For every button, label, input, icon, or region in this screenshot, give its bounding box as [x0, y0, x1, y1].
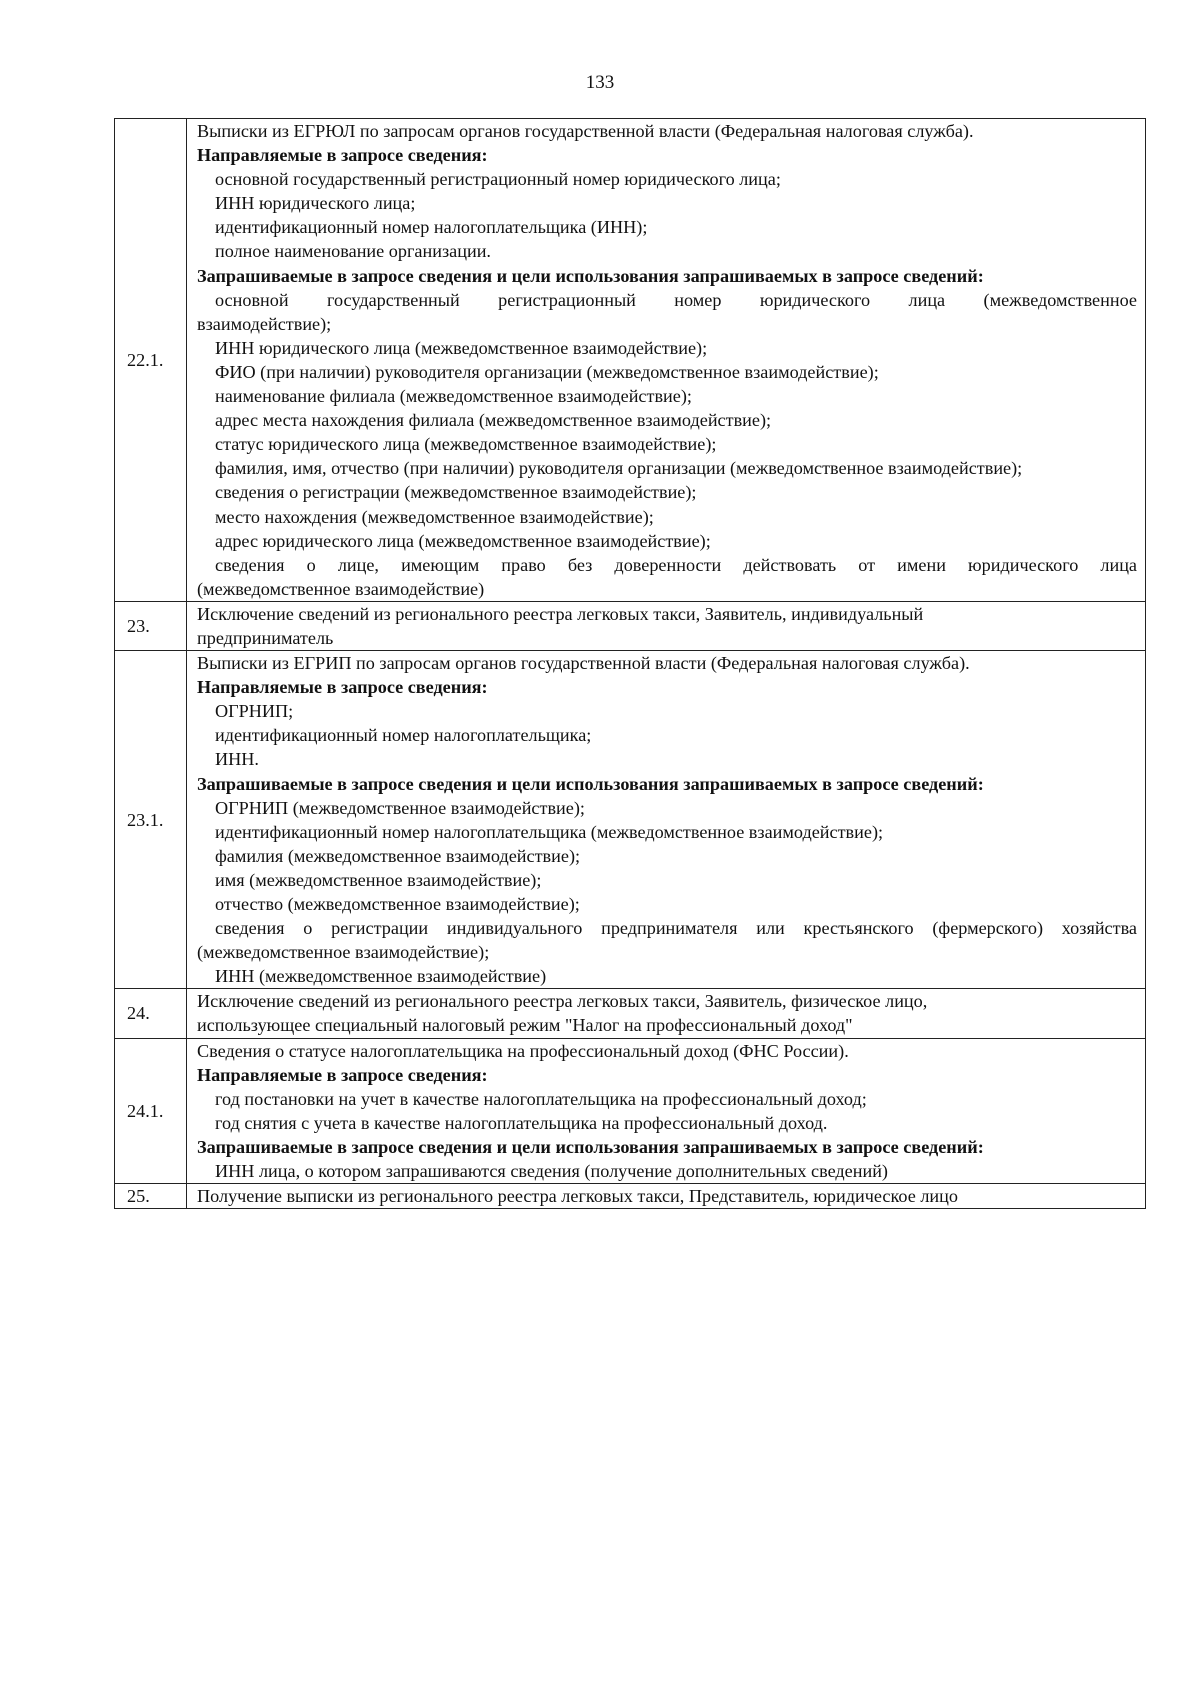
- row-content: [187, 989, 1146, 1038]
- text-line: ИНН (межведомственное взаимодействие): [215, 966, 547, 987]
- text-line: ИНН лица, о котором запрашиваются сведения (получение дополнительных сведений): [215, 1161, 888, 1182]
- text-line: основной государственный регистрационный номер юридического лица;: [215, 169, 781, 190]
- text-line: Сведения о статусе налогоплательщика на профессиональный доход (ФНС России).: [197, 1040, 849, 1061]
- text-line: (межведомственное взаимодействие);: [197, 942, 490, 963]
- text-line: ОГРНИП (межведомственное взаимодействие);: [215, 797, 585, 818]
- text-line: Выписки из ЕГРЮЛ по запросам органов государственной власти (Федеральная налоговая служба).: [197, 121, 974, 141]
- text-line: ФИО (при наличии) руководителя организации (межведомственное взаимодействие);: [215, 361, 879, 382]
- text-line: взаимодействие);: [197, 313, 332, 334]
- text-line: Исключение сведений из регионального реестра легковых такси, Заявитель, физическое лицо,: [197, 991, 928, 1012]
- services-table: [114, 118, 1146, 1209]
- section-heading: Запрашиваемые в запросе сведения и цели использования запрашиваемых в запросе сведений:: [197, 1136, 984, 1157]
- row-content: [187, 651, 1146, 989]
- text-line: Исключение сведений из регионального реестра легковых такси, Заявитель, индивидуальный: [197, 603, 924, 624]
- section-heading: Направляемые в запросе сведения:: [197, 145, 488, 166]
- text-line: (межведомственное взаимодействие): [197, 578, 485, 599]
- row-number: 24.: [115, 989, 187, 1038]
- text-line: год снятия с учета в качестве налогоплательщика на профессиональный доход.: [215, 1112, 828, 1133]
- text-line: адрес места нахождения филиала (межведомственное взаимодействие);: [215, 410, 772, 431]
- text-line: статус юридического лица (межведомственное взаимодействие);: [215, 434, 717, 455]
- text-line: использующее специальный налоговый режим "Налог на профессиональный доход": [197, 1015, 853, 1036]
- row-content: [187, 1184, 1146, 1209]
- row-number: 24.1.: [115, 1038, 187, 1184]
- text-line: ОГРНИП;: [215, 701, 294, 722]
- section-heading: Запрашиваемые в запросе сведения и цели использования запрашиваемых в запросе сведений:: [197, 265, 984, 286]
- text-line: место нахождения (межведомственное взаимодействие);: [215, 506, 654, 527]
- table-row: [115, 651, 1146, 989]
- table-row: [115, 119, 1146, 602]
- text-line: Получение выписки из регионального реестра легковых такси, Представитель, юридическое лицо: [197, 1186, 958, 1207]
- row-number: 25.: [115, 1184, 187, 1209]
- text-line: адрес юридического лица (межведомственное взаимодействие);: [215, 530, 711, 551]
- row-content: [187, 601, 1146, 650]
- row-number: 22.1.: [115, 119, 187, 602]
- table-row: [115, 989, 1146, 1038]
- text-line: основной государственный регистрационный номер юридического лица (межведомственное: [215, 289, 1137, 310]
- section-heading: Направляемые в запросе сведения:: [197, 677, 488, 698]
- text-line: фамилия, имя, отчество (при наличии) руководителя организации (межведомственное взаимодействие);: [215, 458, 1023, 479]
- table-row: [115, 1184, 1146, 1209]
- section-heading: Направляемые в запросе сведения:: [197, 1064, 488, 1085]
- text-line: Выписки из ЕГРИП по запросам органов государственной власти (Федеральная налоговая служба).: [197, 653, 970, 674]
- page-number: 133: [585, 72, 615, 93]
- text-line: ИНН юридического лица;: [215, 193, 416, 214]
- text-line: ИНН юридического лица (межведомственное взаимодействие);: [215, 337, 708, 358]
- text-line: наименование филиала (межведомственное взаимодействие);: [215, 386, 692, 407]
- text-line: полное наименование организации.: [215, 241, 491, 262]
- text-line: фамилия (межведомственное взаимодействие);: [215, 845, 581, 866]
- text-line: идентификационный номер налогоплательщика (межведомственное взаимодействие);: [215, 821, 884, 842]
- text-line: имя (межведомственное взаимодействие);: [215, 869, 542, 890]
- text-line: сведения о регистрации (межведомственное взаимодействие);: [215, 482, 697, 503]
- text-line: отчество (межведомственное взаимодействие);: [215, 894, 580, 914]
- text-line: год постановки на учет в качестве налогоплательщика на профессиональный доход;: [215, 1088, 867, 1109]
- section-heading: Запрашиваемые в запросе сведения и цели использования запрашиваемых в запросе сведений:: [197, 773, 984, 794]
- row-number: 23.: [115, 601, 187, 650]
- table-row: [115, 1038, 1146, 1184]
- table-row: [115, 601, 1146, 650]
- text-line: идентификационный номер налогоплательщика;: [215, 725, 592, 746]
- row-number: 23.1.: [115, 651, 187, 989]
- text-line: предприниматель: [197, 627, 334, 648]
- text-line: ИНН.: [215, 749, 259, 770]
- text-line: сведения о регистрации индивидуального предпринимателя или крестьянского (фермерского) хозяйства: [215, 918, 1137, 939]
- row-content: [187, 119, 1146, 602]
- text-line: сведения о лице, имеющим право без доверенности действовать от имени юридического лица: [215, 554, 1137, 575]
- row-content: [187, 1038, 1146, 1184]
- text-line: идентификационный номер налогоплательщика (ИНН);: [215, 217, 648, 238]
